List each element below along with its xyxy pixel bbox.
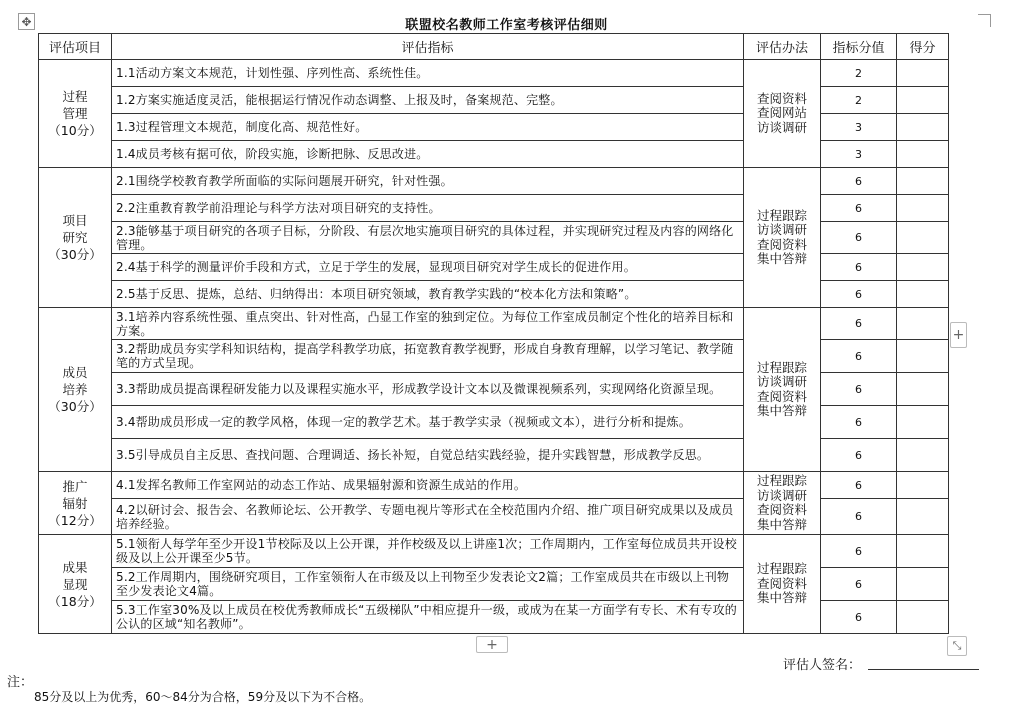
table-row xyxy=(39,535,949,568)
indicator-cell: 3.1培养内容系统性强、重点突出、针对性高，凸显工作室的独到定位。为每位工作室成员制定个性化的培养目标和方案。 xyxy=(112,308,744,340)
score-input-cell[interactable] xyxy=(897,168,949,195)
method-cell: 过程跟踪 访谈调研 查阅资料 集中答辩 xyxy=(744,168,821,308)
points-cell: 6 xyxy=(821,601,897,634)
score-input-cell[interactable] xyxy=(897,281,949,308)
header-method: 评估办法 xyxy=(744,34,821,60)
indicator-cell: 2.5基于反思、提炼，总结、归纳得出：本项目研究领域，教育教学实践的“校本化方法和策略”。 xyxy=(112,281,744,308)
points-cell: 6 xyxy=(821,373,897,406)
method-cell: 过程跟踪 访谈调研 查阅资料 集中答辩 xyxy=(744,308,821,472)
score-input-cell[interactable] xyxy=(897,439,949,472)
points-cell: 6 xyxy=(821,535,897,568)
header-row xyxy=(39,34,949,60)
plus-icon[interactable]: + xyxy=(476,636,508,653)
points-cell: 6 xyxy=(821,254,897,281)
indicator-cell: 1.4成员考核有据可依，阶段实施，诊断把脉、反思改进。 xyxy=(112,141,744,168)
points-cell: 3 xyxy=(821,114,897,141)
points-cell: 6 xyxy=(821,406,897,439)
points-cell: 6 xyxy=(821,195,897,222)
score-input-cell[interactable] xyxy=(897,308,949,340)
score-input-cell[interactable] xyxy=(897,87,949,114)
indicator-cell: 4.1发挥名教师工作室网站的动态工作站、成果辐射源和资源生成站的作用。 xyxy=(112,472,744,499)
points-cell: 6 xyxy=(821,439,897,472)
score-input-cell[interactable] xyxy=(897,535,949,568)
score-input-cell[interactable] xyxy=(897,373,949,406)
category-cell: 过程 管理 （10分） xyxy=(39,60,112,168)
category-cell: 成员 培养 （30分） xyxy=(39,308,112,472)
score-input-cell[interactable] xyxy=(897,568,949,601)
indicator-cell: 3.5引导成员自主反思、查找问题、合理调适、扬长补短，自觉总结实践经验，提升实践智慧，形成教学反思。 xyxy=(112,439,744,472)
header-points: 指标分值 xyxy=(821,34,897,60)
signature-label: 评估人签名： xyxy=(783,658,862,673)
indicator-cell: 5.2工作周期内，围绕研究项目，工作室领衔人在市级及以上刊物至少发表论文2篇；工作室成员共在市级以上刊物至少发表论文4篇。 xyxy=(112,568,744,601)
indicator-cell: 3.2帮助成员夯实学科知识结构，提高学科教学功底，拓宽教育教学视野，形成自身教育理解，以学习笔记、教学随笔的方式呈现。 xyxy=(112,340,744,373)
points-cell: 6 xyxy=(821,568,897,601)
indicator-cell: 2.4基于科学的测量评价手段和方式，立足于学生的发展，显现项目研究对学生成长的促进作用。 xyxy=(112,254,744,281)
points-cell: 6 xyxy=(821,222,897,254)
plus-icon[interactable]: + xyxy=(950,322,967,348)
score-input-cell[interactable] xyxy=(897,254,949,281)
score-input-cell[interactable] xyxy=(897,340,949,373)
points-cell: 6 xyxy=(821,499,897,535)
points-cell: 6 xyxy=(821,308,897,340)
score-input-cell[interactable] xyxy=(897,601,949,634)
points-cell: 6 xyxy=(821,472,897,499)
category-cell: 成果 显现 （18分） xyxy=(39,535,112,634)
method-cell: 过程跟踪 查阅资料 集中答辩 xyxy=(744,535,821,634)
category-cell: 项目 研究 （30分） xyxy=(39,168,112,308)
indicator-cell: 4.2以研讨会、报告会、名教师论坛、公开教学、专题电视片等形式在全校范围内介绍、推广项目研究成果以及成员培养经验。 xyxy=(112,499,744,535)
header-indicator: 评估指标 xyxy=(112,34,744,60)
score-input-cell[interactable] xyxy=(897,141,949,168)
score-input-cell[interactable] xyxy=(897,60,949,87)
indicator-cell: 2.3能够基于项目研究的各项子目标，分阶段、有层次地实施项目研究的具体过程，并实现研究过程及内容的网络化管理。 xyxy=(112,222,744,254)
indicator-cell: 2.2注重教育教学前沿理论与科学方法对项目研究的支持性。 xyxy=(112,195,744,222)
table-row xyxy=(39,60,949,87)
points-cell: 6 xyxy=(821,340,897,373)
move-arrows-icon[interactable]: ✥ xyxy=(18,13,35,30)
score-input-cell[interactable] xyxy=(897,472,949,499)
points-cell: 2 xyxy=(821,60,897,87)
score-input-cell[interactable] xyxy=(897,406,949,439)
score-input-cell[interactable] xyxy=(897,222,949,254)
table-row xyxy=(39,472,949,499)
indicator-cell: 3.4帮助成员形成一定的教学风格，体现一定的教学艺术。基于教学实录（视频或文本），进行分析和提炼。 xyxy=(112,406,744,439)
points-cell: 6 xyxy=(821,281,897,308)
indicator-cell: 1.2方案实施适度灵活，能根据运行情况作动态调整、上报及时，备案规范、完整。 xyxy=(112,87,744,114)
header-item: 评估项目 xyxy=(39,34,112,60)
evaluation-table xyxy=(38,33,949,634)
points-cell: 3 xyxy=(821,141,897,168)
indicator-cell: 2.1围绕学校教育教学所面临的实际问题展开研究，针对性强。 xyxy=(112,168,744,195)
table-row xyxy=(39,168,949,195)
score-input-cell[interactable] xyxy=(897,114,949,141)
method-cell: 过程跟踪 访谈调研 查阅资料 集中答辩 xyxy=(744,472,821,535)
document-title: 联盟校名教师工作室考核评估细则 xyxy=(405,18,608,33)
note-text: 85分及以上为优秀，60～84分为合格，59分及以下为不合格。 xyxy=(34,690,372,704)
indicator-cell: 1.1活动方案文本规范，计划性强、序列性高、系统性佳。 xyxy=(112,60,744,87)
points-cell: 2 xyxy=(821,87,897,114)
score-input-cell[interactable] xyxy=(897,195,949,222)
indicator-cell: 5.3工作室30%及以上成员在校优秀教师成长“五级梯队”中相应提升一级，或成为在某一方面学有专长、术有专攻的公认的区域“知名教师”。 xyxy=(112,601,744,634)
indicator-cell: 1.3过程管理文本规范，制度化高、规范性好。 xyxy=(112,114,744,141)
indicator-cell: 3.3帮助成员提高课程研发能力以及课程实施水平，形成教学设计文本以及微课视频系列，实现网络化资源呈现。 xyxy=(112,373,744,406)
table-row xyxy=(39,308,949,340)
note-label: 注： xyxy=(7,675,34,690)
indicator-cell: 5.1领衔人每学年至少开设1节校际及以上公开课，并作校级及以上讲座1次；工作周期内，工作室每位成员共开设校级及以上公开课至少5节。 xyxy=(112,535,744,568)
signature-line[interactable] xyxy=(868,669,979,670)
category-cell: 推广 辐射 （12分） xyxy=(39,472,112,535)
method-cell: 查阅资料 查阅网站 访谈调研 xyxy=(744,60,821,168)
score-input-cell[interactable] xyxy=(897,499,949,535)
resize-diagonal-icon[interactable]: ⤡ xyxy=(947,636,967,656)
points-cell: 6 xyxy=(821,168,897,195)
header-score: 得分 xyxy=(897,34,949,60)
